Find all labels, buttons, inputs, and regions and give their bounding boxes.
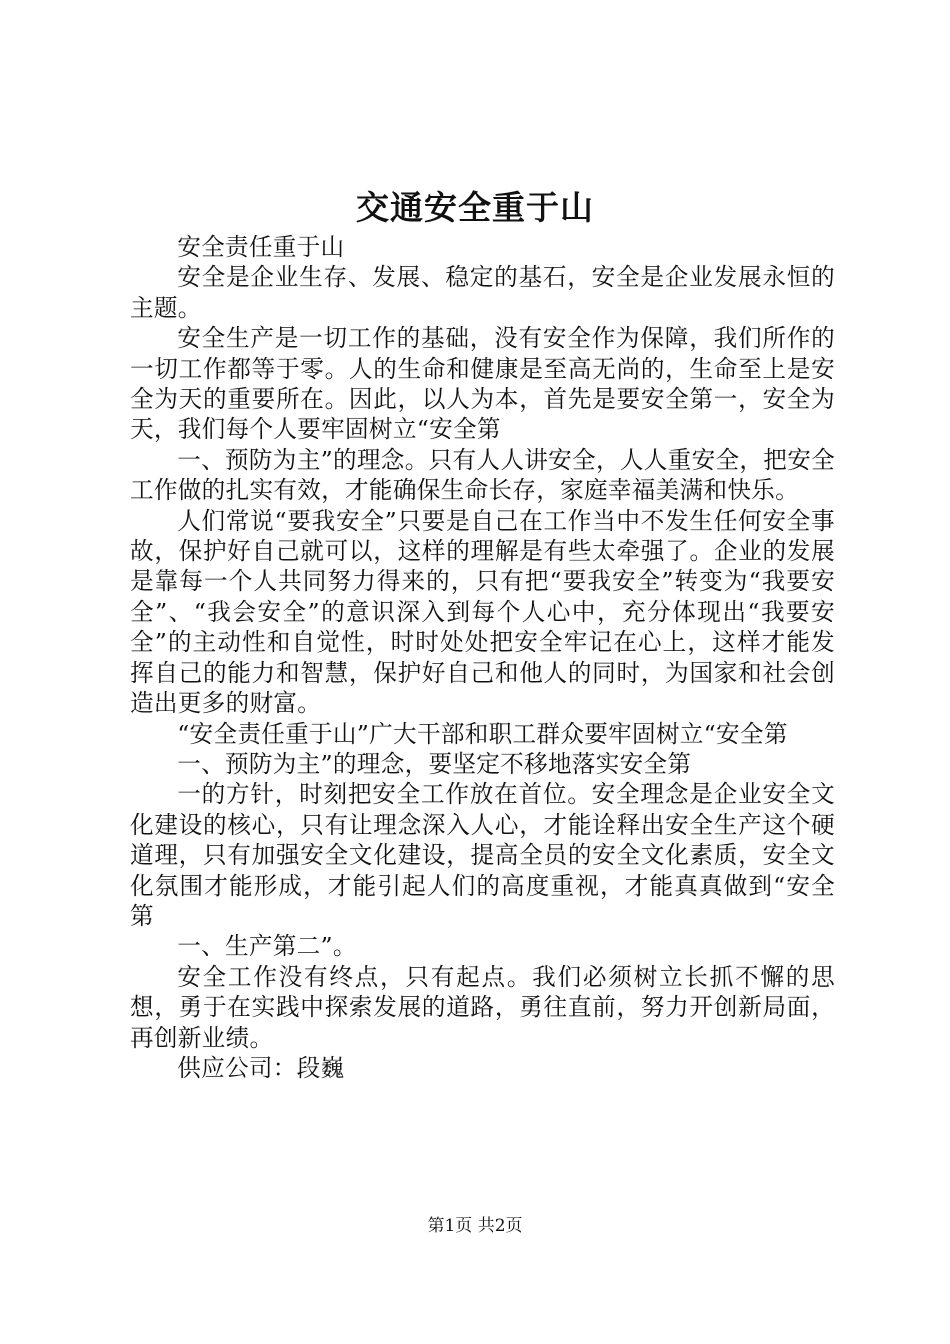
signature-line: 供应公司：段巍 — [177, 1053, 345, 1082]
paragraph: 人们常说“要我安全”只要是自己在工作当中不发生任何安全事故，保护好自己就可以，这样的理解是有些太牵强了。企业的发展是靠每一个人共同努力得来的，只有把“要我安全”转变为“我要安全”、“我会安全”的意识深入到每个人心中，充分体现出“我要安全”的主动性和自觉性，时时处处把安全牢记在心上，这样才能发挥自己的能力和智慧，保护好自己和他人的同时，为国家和社会创造出更多的财富。 — [130, 506, 835, 718]
paragraph: “安全责任重于山”广大干部和职工群众要牢固树立“安全第 — [177, 719, 788, 748]
paragraph: 安全是企业生存、发展、稳定的基石，安全是企业发展永恒的主题。 — [130, 263, 835, 322]
paragraph: 一的方针，时刻把安全工作放在首位。安全理念是企业安全文化建设的核心，只有让理念深入人心，才能诠释出安全生产这个硬道理，只有加强安全文化建设，提高全员的安全文化素质，安全文化氛围才能形成，才能引起人们的高度重视，才能真真做到“安全第 — [130, 780, 835, 930]
paragraph: 一、预防为主”的理念。只有人人讲安全，人人重安全，把安全工作做的扎实有效，才能确保生命长存，家庭幸福美满和快乐。 — [130, 445, 835, 505]
paragraph: 一、生产第二”。 — [177, 932, 357, 961]
document-body — [130, 232, 835, 1083]
document-title: 交通安全重于山 — [356, 188, 594, 227]
paragraph: 安全工作没有终点，只有起点。我们必须树立长抓不懈的思想，勇于在实践中探索发展的道路，勇往直前，努力开创新局面，再创新业绩。 — [130, 962, 835, 1052]
paragraph: 一、预防为主”的理念，要坚定不移地落实安全第 — [177, 749, 692, 778]
page-number-footer: 第1页 共2页 — [427, 1216, 523, 1236]
paragraph-subtitle: 安全责任重于山 — [177, 233, 345, 261]
paragraph: 安全生产是一切工作的基础，没有安全作为保障，我们所作的一切工作都等于零。人的生命和健康是至高无尚的，生命至上是安全为天的重要所在。因此，以人为本，首先是要安全第一，安全为天，我们每个人要牢固树立“安全第 — [130, 324, 835, 444]
